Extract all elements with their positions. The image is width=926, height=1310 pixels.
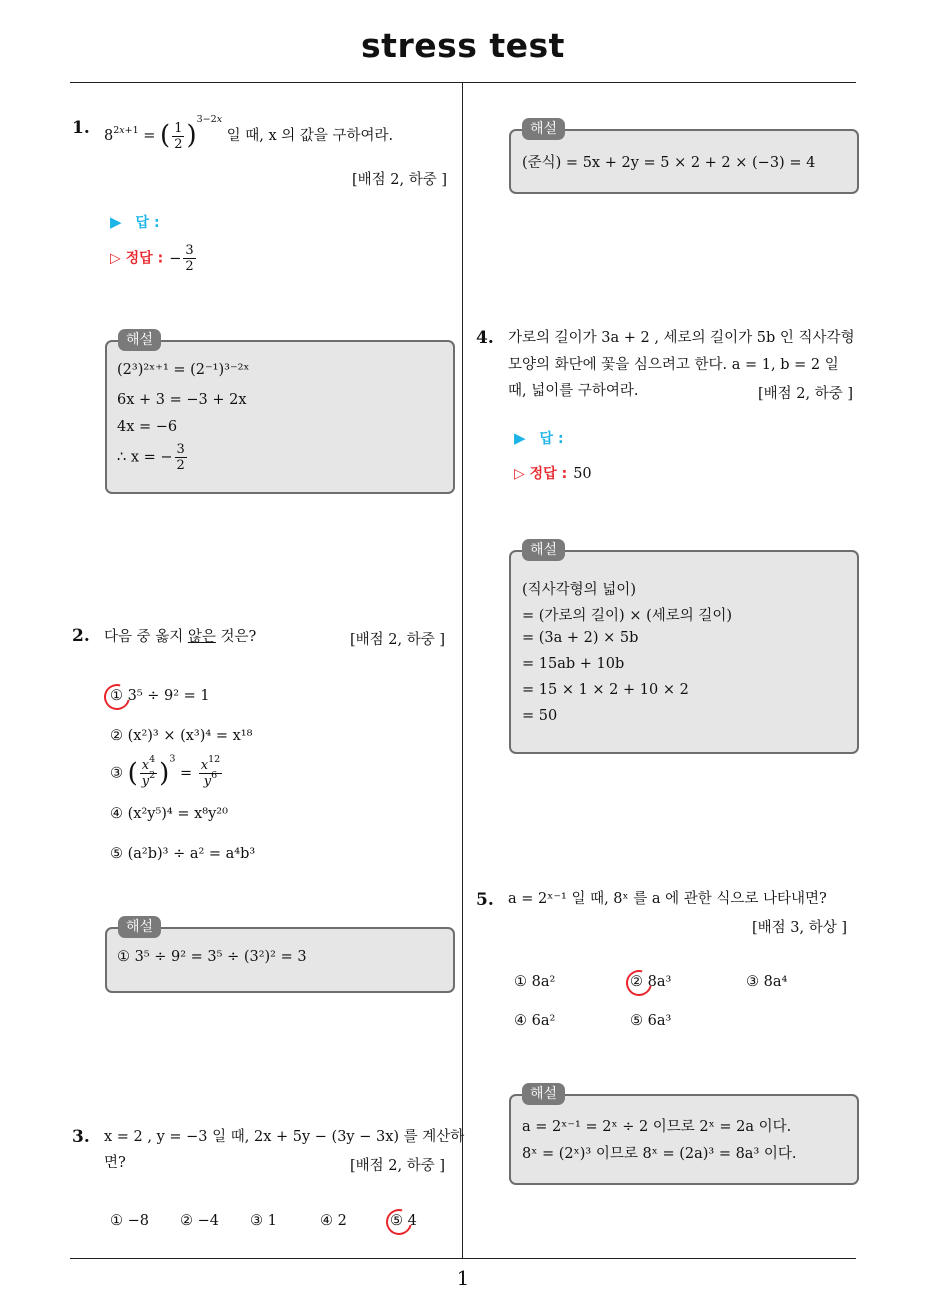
q3-option-2[interactable]: ② −4 — [180, 1213, 219, 1229]
q1-question: 일 때, x 의 값을 구하여라. — [226, 128, 394, 144]
q5-number: 5. — [476, 890, 494, 910]
q1-answer-prompt: ▶ 답 : — [110, 213, 160, 231]
answer-arrow-icon: ▶ — [514, 429, 526, 447]
q1-equation: $8^{2x+1}$ = ( $\frac{1}{2}$ )$^{3-2x}$ — [104, 114, 223, 152]
page-title: stress test — [361, 26, 565, 65]
footer-rule — [70, 1258, 856, 1259]
correct-arrow-icon: ▷ — [110, 250, 121, 267]
q4-explanation-line-6: = 50 — [522, 708, 558, 724]
q1-text — [104, 114, 394, 152]
q2-explanation-line: ① 3⁵ ÷ 9² = 3⁵ ÷ (3²)² = 3 — [117, 949, 307, 965]
q2-explanation-tag: 해설 — [118, 916, 161, 938]
q4-explanation-line-5: = 15 × 1 × 2 + 10 × 2 — [522, 682, 689, 698]
q2-text: 다음 중 옳지 않은 것은? — [104, 629, 257, 645]
q5-option-1[interactable]: ① 8a² — [514, 974, 556, 990]
answer-arrow-icon: ▶ — [110, 213, 122, 231]
q4-number: 4. — [476, 328, 494, 348]
q5-option-2[interactable]: ② 8a³ — [630, 974, 672, 990]
q3-explanation-line: (준식) = 5x + 2y = 5 × 2 + 2 × (−3) = 4 — [522, 155, 816, 171]
q1-number: 1. — [72, 118, 90, 138]
q4-explanation-line-4: = 15ab + 10b — [522, 656, 625, 672]
q2-score: [배점 2, 하중 ] — [350, 632, 446, 648]
column-divider — [462, 83, 463, 1259]
q1-explanation-line-1: (2³)²ˣ⁺¹ = (2⁻¹)³⁻²ˣ — [117, 362, 250, 378]
q1-correct-answer: ▷ 정답 : − $\frac{3}{2}$ — [110, 243, 194, 274]
q4-text-line-2: 모양의 화단에 꽃을 심으려고 한다. a = 1, b = 2 일 — [508, 357, 839, 373]
q4-explanation-line-1: (직사각형의 넓이) — [522, 582, 636, 598]
q5-text: a = 2ˣ⁻¹ 일 때, 8ˣ 를 a 에 관한 식으로 나타내면? — [508, 891, 827, 907]
q3-text-line-2: 면? — [104, 1155, 126, 1171]
q5-explanation-line-1: a = 2ˣ⁻¹ = 2ˣ ÷ 2 이므로 2ˣ = 2a 이다. — [522, 1119, 792, 1135]
q5-explanation-tag: 해설 — [522, 1083, 565, 1105]
q5-option-4[interactable]: ④ 6a² — [514, 1013, 556, 1029]
q5-option-5[interactable]: ⑤ 6a³ — [630, 1013, 672, 1029]
q3-option-1[interactable]: ① −8 — [110, 1213, 149, 1229]
q4-explanation-tag: 해설 — [522, 539, 565, 561]
q1-explanation-tag: 해설 — [118, 329, 161, 351]
q4-answer-prompt: ▶ 답 : — [514, 429, 564, 447]
q2-option-3[interactable]: ③ ( $\frac{x^4}{y^2}$ )$^3$ = $\frac{x^{12}}{y^6}$ — [110, 753, 221, 789]
q4-explanation-line-2: = (가로의 길이) × (세로의 길이) — [522, 608, 733, 624]
q3-number: 3. — [72, 1127, 90, 1147]
q4-text-line-3: 때, 넓이를 구하여라. — [508, 383, 639, 399]
q3-text-line-1: x = 2 , y = −3 일 때, 2x + 5y − (3y − 3x) 를 계산하 — [104, 1129, 465, 1145]
q2-option-4[interactable]: ④ (x²y⁵)⁴ = x⁸y²⁰ — [110, 806, 228, 822]
q2-option-1[interactable]: ① 3⁵ ÷ 9² = 1 — [110, 688, 210, 704]
q5-explanation-box — [509, 1094, 859, 1185]
q2-option-2[interactable]: ② (x²)³ × (x³)⁴ = x¹⁸ — [110, 728, 253, 744]
q3-score: [배점 2, 하중 ] — [350, 1158, 446, 1174]
page-number: 1 — [456, 1266, 470, 1290]
q1-explanation-line-3: 4x = −6 — [117, 419, 178, 435]
q4-text-line-1: 가로의 길이가 3a + 2 , 세로의 길이가 5b 인 직사각형 — [508, 330, 855, 346]
q3-option-3[interactable]: ③ 1 — [250, 1213, 277, 1229]
q1-score: [배점 2, 하중 ] — [352, 172, 448, 188]
header-rule — [70, 82, 856, 83]
correct-arrow-icon: ▷ — [514, 466, 525, 482]
q1-explanation-line-2: 6x + 3 = −3 + 2x — [117, 392, 247, 408]
q3-option-5[interactable]: ⑤ 4 — [390, 1213, 417, 1229]
q3-explanation-tag: 해설 — [522, 118, 565, 140]
q4-correct-answer: ▷ 정답 : 50 — [514, 466, 592, 482]
q5-explanation-line-2: 8ˣ = (2ˣ)³ 이므로 8ˣ = (2a)³ = 8a³ 이다. — [522, 1146, 797, 1162]
q3-option-4[interactable]: ④ 2 — [320, 1213, 347, 1229]
q4-explanation-line-3: = (3a + 2) × 5b — [522, 630, 639, 646]
q2-option-5[interactable]: ⑤ (a²b)³ ÷ a² = a⁴b³ — [110, 846, 256, 862]
q5-option-3[interactable]: ③ 8a⁴ — [746, 974, 788, 990]
q2-number: 2. — [72, 626, 90, 646]
q4-score: [배점 2, 하중 ] — [758, 386, 854, 402]
q1-explanation-line-4: ∴ x = − $\frac{3}{2}$ — [117, 442, 185, 473]
q5-score: [배점 3, 하상 ] — [752, 920, 848, 936]
